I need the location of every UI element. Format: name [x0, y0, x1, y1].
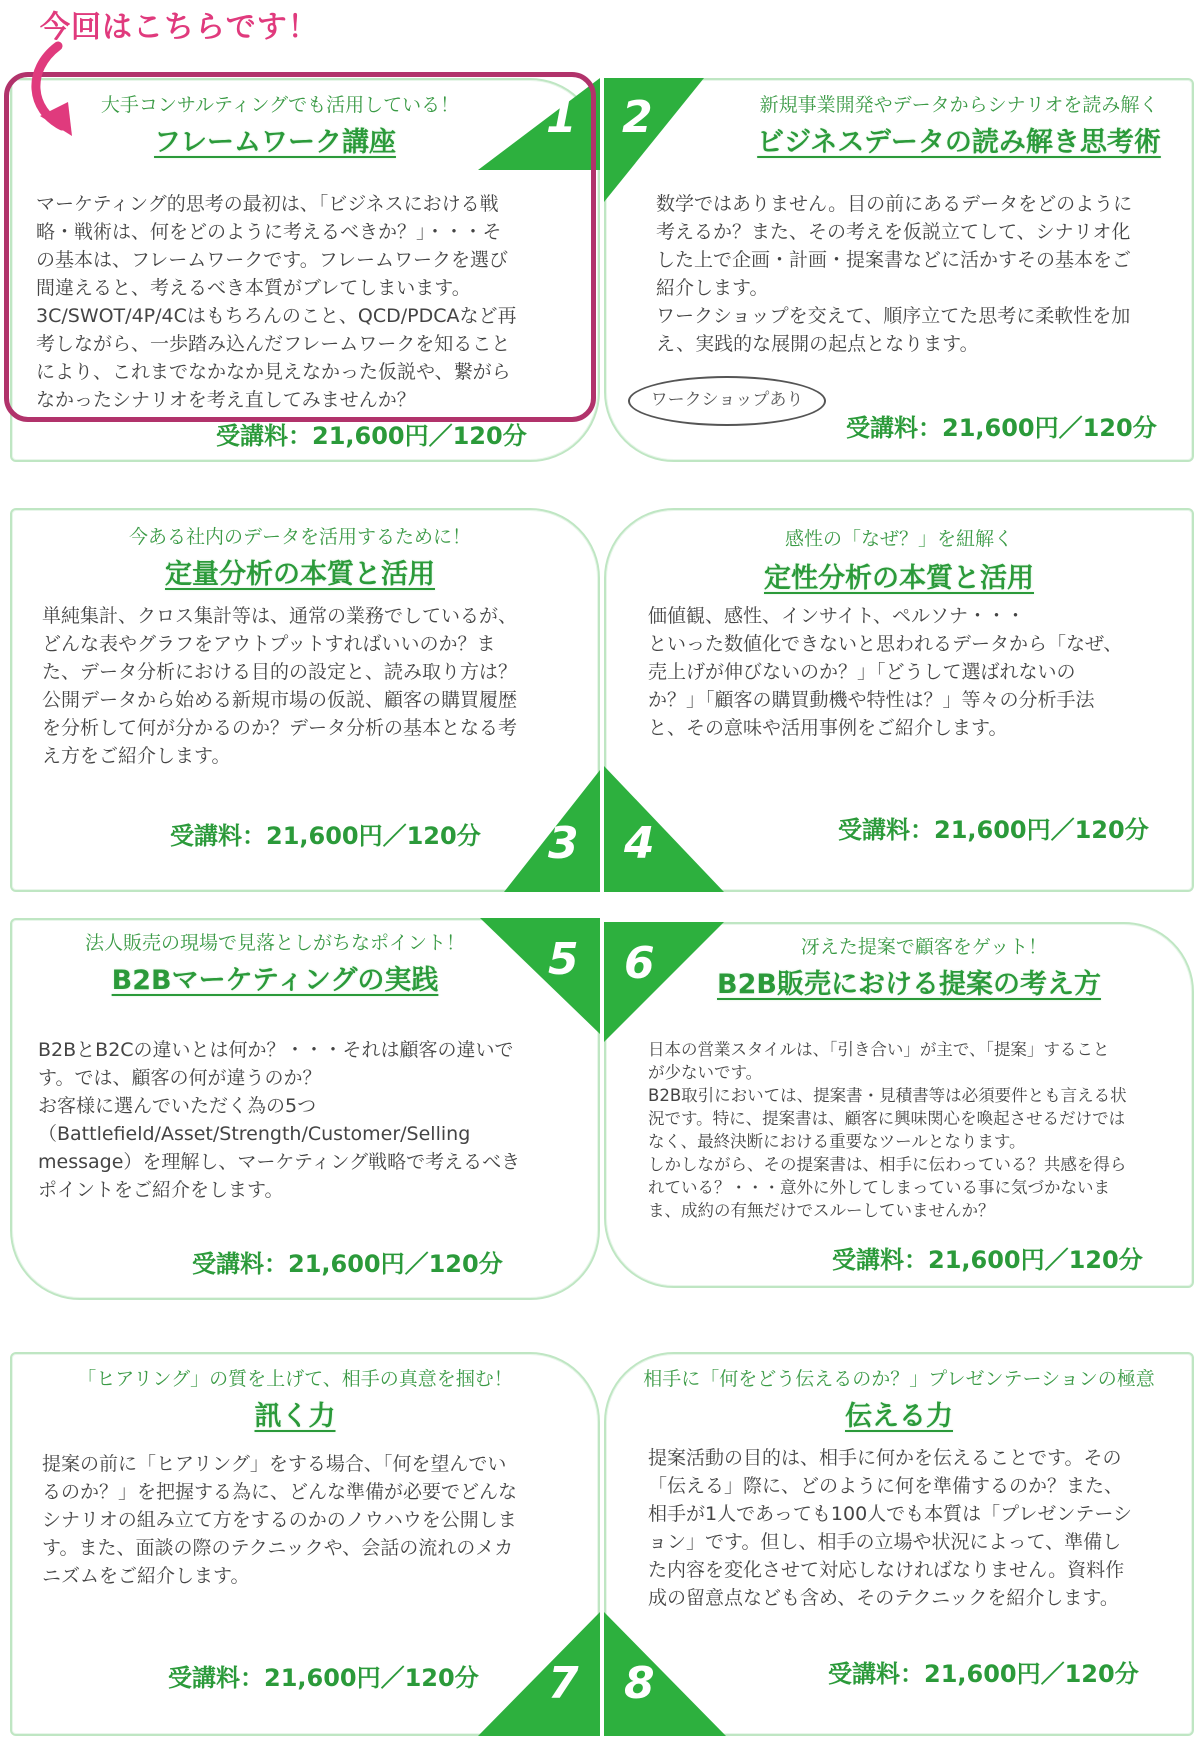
workshop-badge: ワークショップあり: [628, 376, 826, 426]
card-body: 提案活動の目的は、相手に何かを伝えることです。その 「伝える」際に、どのように何を準備するのか？また、 相手が1人であっても100人でも本質は「プレゼンテーシ ョン」です。但し、相手の立場や状況によって、準備し た内容を変化させて対応しなければなりません。資料作 成の留意点なども含め、そのテクニックを紹介します。: [648, 1447, 1133, 1609]
number-8: 8: [624, 1658, 655, 1709]
card-title: 定性分析の本質と活用: [764, 563, 1034, 594]
card-body: 単純集計、クロス集計等は、通常の業務でしているが、 どんな表やグラフをアウトプットすればいいのか？ま た、データ分析における目的の設定と、読み取り方は？ 公開データから始める新規市場の仮説、顧客の購買履歴 を分析して何が分かるのか？データ分析の基本となる考 え方をご紹介します。: [42, 605, 518, 767]
card-title: 訊く力: [254, 1401, 336, 1432]
number-badge-2: [604, 78, 704, 202]
number-badge-4: [604, 766, 724, 892]
number-badge-7: [478, 1612, 600, 1736]
card-body: 日本の営業スタイルは、「引き合い」が主で、「提案」すること が少ないです。 B2B取引においては、提案書・見積書等は必須要件とも言える状 況です。特に、提案書は、顧客に興味関心を喚起させるだけでは なく、最終決断における重要なツールとなります。 しかしながら、その提案書は、相手に伝わっている？共感を得ら れている？・・・意外に外してしまっている事に気づかないま ま、成約の有無だけでスルーしていませんか？: [648, 1040, 1127, 1220]
callout-text: 今回はこちらです！: [40, 10, 319, 45]
number-3: 3: [548, 818, 579, 869]
card-title: B2Bマーケティングの実践: [111, 965, 439, 996]
number-badge-5: [480, 918, 600, 1034]
card-title: フレームワーク講座: [154, 127, 396, 158]
card-price: 受講料：21,600円／120分: [170, 822, 481, 850]
card-body: 価値観、感性、インサイト、ペルソナ・・・ といった数値化できないと思われるデータから「なぜ、 売上げが伸びないのか？」「どうして選ばれないの か？」「顧客の購買動機や特性は？」等々の分析手法 と、その意味や活用事例をご紹介します。: [648, 605, 1123, 739]
card-subtitle: 相手に「何をどう伝えるのか？」プレゼンテーションの極意: [643, 1368, 1155, 1390]
number-4: 4: [624, 818, 655, 869]
card-subtitle: 冴えた提案で顧客をゲット！: [800, 936, 1048, 958]
card-price: 受講料：21,600円／120分: [828, 1660, 1139, 1688]
number-7: 7: [548, 1658, 579, 1709]
card-body: B2BとB2Cの違いとは何か？・・・それは顧客の違いで す。では、顧客の何が違うのか？ お客様に選んでいただく為の5つ （Battlefield/Asset/Strength/Customer/Selling message）を理解し、マーケティング戦略で考えるべき ポイントをご紹介をします。: [38, 1039, 521, 1201]
card-body: 数学ではありません。目の前にあるデータをどのように 考えるか？また、その考えを仮説立てして、シナリオ化 した上で企画・計画・提案書などに活かすその基本をご 紹介します。 ワークショップを交えて、順序立てた思考に柔軟性を加 え、実践的な展開の起点となります。: [656, 193, 1133, 355]
card-price: 受講料：21,600円／120分: [168, 1664, 479, 1692]
card-title: 伝える力: [845, 1401, 953, 1432]
card-price: 受講料：21,600円／120分: [192, 1250, 503, 1278]
card-price: 受講料：21,600円／120分: [838, 816, 1149, 844]
card-subtitle: 新規事業開発やデータからシナリオを読み解く: [759, 94, 1159, 116]
card-title: B2B販売における提案の考え方: [717, 969, 1101, 1000]
card-price: 受講料：21,600円／120分: [832, 1246, 1143, 1274]
pointer-arrow-icon: [18, 40, 98, 150]
number-6: 6: [624, 938, 655, 989]
number-5: 5: [548, 934, 579, 985]
card-title: 定量分析の本質と活用: [165, 559, 435, 590]
card-subtitle: 大手コンサルティングでも活用している！: [100, 94, 460, 116]
card-title: ビジネスデータの読み解き思考術: [757, 127, 1161, 158]
card-subtitle: 感性の「なぜ？」を紐解く: [784, 528, 1013, 550]
card-price: 受講料：21,600円／120分: [216, 422, 527, 450]
card-body: マーケティング的思考の最初は、「ビジネスにおける戦 略・戦術は、何をどのように考えるべきか？」・・・そ の基本は、フレームワークです。フレームワークを選び 間違えると、考えるべき本質がブレてしまいます。 3C/SWOT/4P/4Cはもちろんのこと、QCD/PDCAなど再 考しながら、一歩踏み込んだフレームワークを知ること により、これまでなかなか見えなかった仮説や、繋がら なかったシナリオを考え直してみませんか？: [36, 193, 517, 411]
card-body: 提案の前に「ヒアリング」をする場合、「何を望んでい るのか？」を把握する為に、どんな準備が必要でどんな シナリオの組み立て方をするのかのノウハウを公開しま す。また、面談の際のテクニックや、会話の流れのメカ ニズムをご紹介します。: [42, 1453, 518, 1587]
number-2: 2: [622, 92, 653, 143]
card-subtitle: 今ある社内のデータを活用するために！: [128, 526, 471, 548]
card-subtitle: 法人販売の現場で見落としがちなポイント！: [84, 932, 465, 954]
number-1: 1: [546, 92, 577, 143]
card-price: 受講料：21,600円／120分: [846, 414, 1157, 442]
number-badge-6: [604, 922, 724, 1042]
number-badge-8: [604, 1612, 726, 1736]
card-subtitle: 「ヒアリング」の質を上げて、相手の真意を掴む！: [77, 1368, 513, 1390]
